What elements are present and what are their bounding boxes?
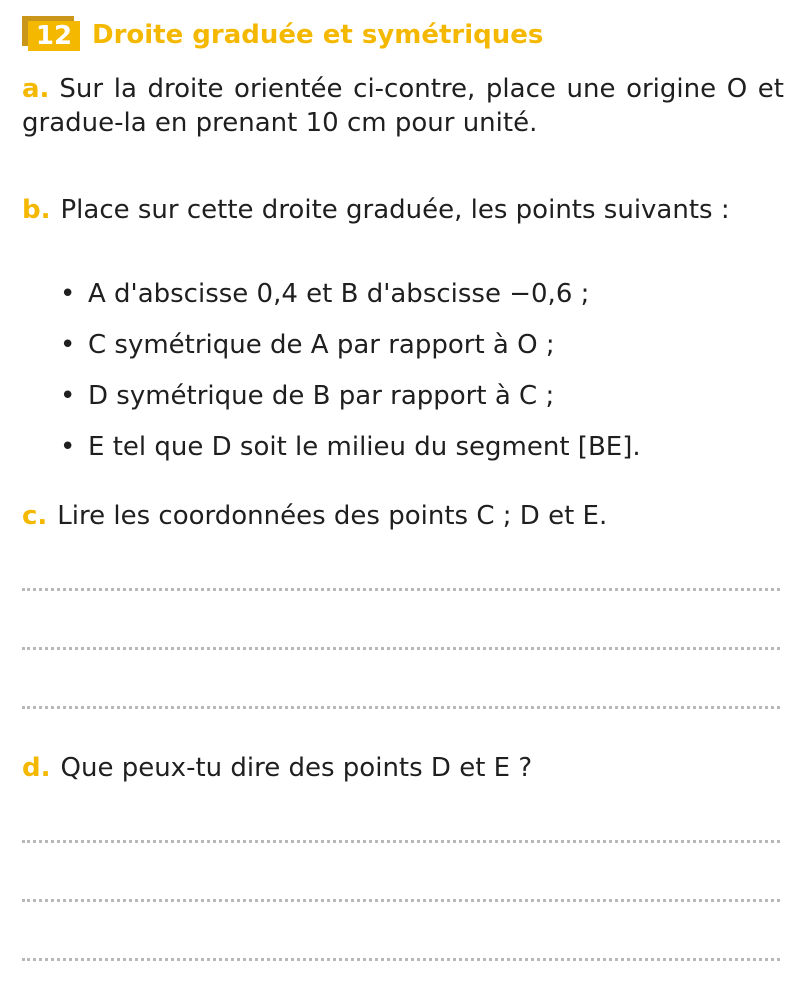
part-a-text: Sur la droite orientée ci-contre, place une origine O et gradue-la en prenant 10 cm pour unité. [22,74,784,138]
part-b [22,193,784,227]
part-a-letter: a. [22,74,50,104]
list-item [60,379,784,430]
part-c [22,499,784,533]
list-item [60,430,784,481]
answer-line-c-2[interactable] [22,647,780,650]
part-b-letter: b. [22,195,51,225]
bullet-icon: • [60,330,76,360]
bullet-text: A d'abscisse 0,4 et B d'abscisse −0,6 ; [88,279,590,309]
part-c-letter: c. [22,501,48,531]
exercise-number: 12 [28,21,80,51]
bullet-icon: • [60,432,76,462]
exercise-title: Droite graduée et symétriques [92,20,544,50]
part-a [22,72,784,140]
answer-line-c-1[interactable] [22,588,780,591]
part-d-text: Que peux-tu dire des points D et E ? [60,753,533,783]
bullet-icon: • [60,279,76,309]
part-d-letter: d. [22,753,51,783]
list-item [60,277,784,328]
part-c-text: Lire les coordonnées des points C ; D et E. [57,501,608,531]
answer-line-c-3[interactable] [22,706,780,709]
list-item [60,328,784,379]
exercise-page [22,0,784,991]
exercise-number-badge [22,16,80,50]
bullet-text: E tel que D soit le milieu du segment [BE]. [88,432,641,462]
answer-line-d-2[interactable] [22,899,780,902]
exercise-header [22,14,784,56]
part-b-text: Place sur cette droite graduée, les points suivants : [60,195,730,225]
bullet-icon: • [60,381,76,411]
answer-line-d-1[interactable] [22,840,780,843]
bullet-text: D symétrique de B par rapport à C ; [88,381,555,411]
part-d [22,751,784,785]
bullet-text: C symétrique de A par rapport à O ; [88,330,555,360]
answer-line-d-3[interactable] [22,958,780,961]
part-b-bullet-list [60,277,784,481]
